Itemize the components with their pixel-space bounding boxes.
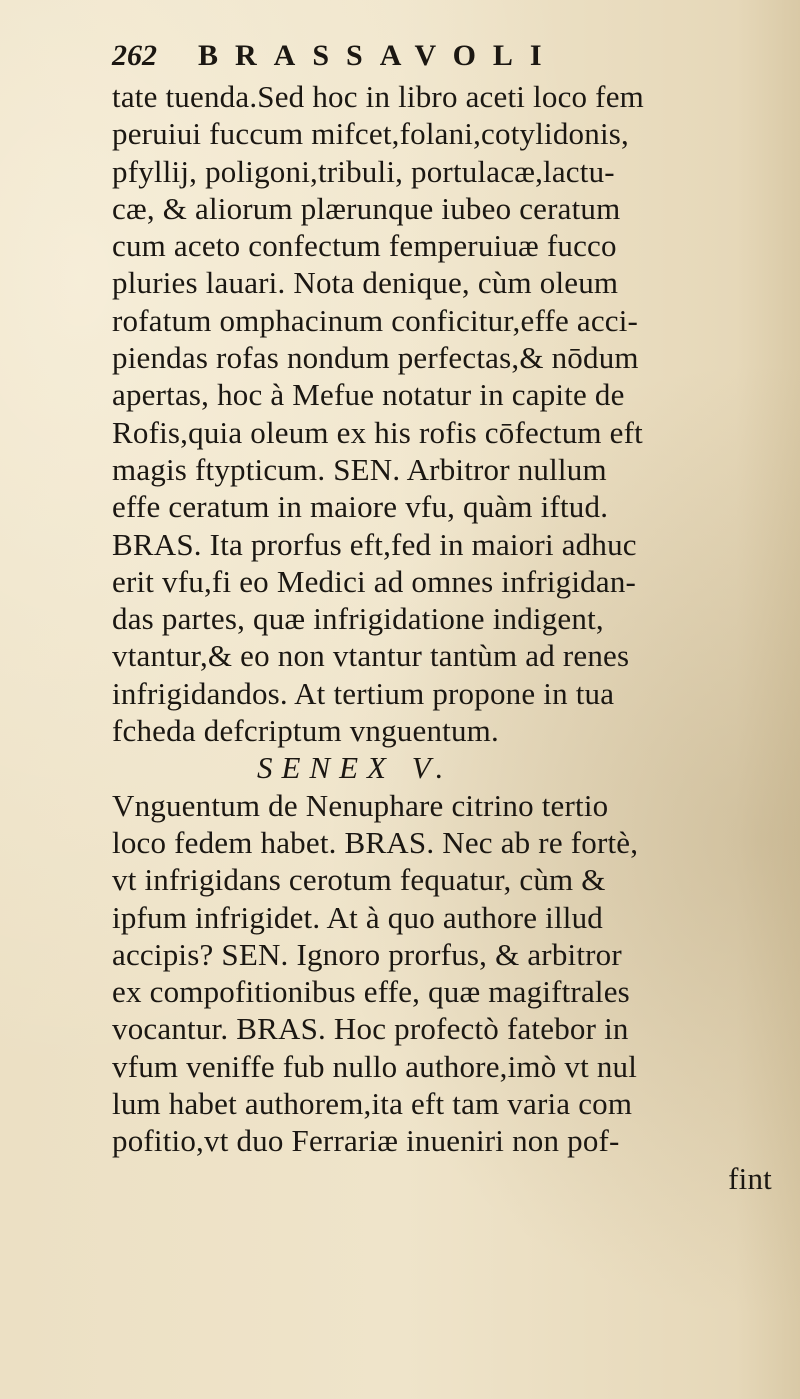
text-line: magis ftypticum. SEN. Arbitror nullum bbox=[112, 451, 607, 487]
text-line: Rofis,quia oleum ex his rofis cōfectum eft bbox=[112, 414, 643, 450]
text-line: Vnguentum de Nenuphare citrino tertio bbox=[112, 787, 609, 823]
text-line: piendas rofas nondum perfectas,& nōdum bbox=[112, 340, 639, 376]
text-line: lum habet authorem,ita eft tam varia com bbox=[112, 1086, 633, 1122]
text-line: fcheda defcriptum vnguentum. bbox=[112, 713, 499, 749]
text-line: cæ, & aliorum plærunque iubeo ceratum bbox=[112, 190, 621, 226]
page-number: 262 bbox=[112, 39, 157, 72]
text-line: apertas, hoc à Mefue notatur in capite de bbox=[112, 377, 625, 413]
catchword: fint bbox=[728, 1160, 772, 1196]
text-line: accipis? SEN. Ignoro prorfus, & arbitror bbox=[112, 936, 622, 972]
text-line: peruiui fuccum mifcet,folani,cotylidonis, bbox=[112, 116, 629, 152]
text-line: vfum veniffe fub nullo authore,imò vt nul bbox=[112, 1048, 638, 1084]
running-head: BRASSAVOLI bbox=[198, 39, 559, 72]
text-line: effe ceratum in maiore vfu, quàm iftud. bbox=[112, 489, 609, 525]
text-line: cum aceto confectum femperuiuæ fucco bbox=[112, 228, 617, 264]
text-line: BRAS. Ita prorfus eft,fed in maiori adhuc bbox=[112, 526, 637, 562]
text-line: das partes, quæ infrigidatione indigent, bbox=[112, 601, 604, 637]
text-line: erit vfu,fi eo Medici ad omnes infrigidan- bbox=[112, 563, 637, 599]
page-header bbox=[112, 36, 772, 76]
text-line: vocantur. BRAS. Hoc profectò fatebor in bbox=[112, 1011, 629, 1047]
text-line: loco fedem habet. BRAS. Nec ab re fortè, bbox=[112, 824, 639, 860]
text-line: ex compofitionibus effe, quæ magiftrales bbox=[112, 974, 630, 1010]
text-line: infrigidandos. At tertium propone in tua bbox=[112, 675, 615, 711]
text-line: pluries lauari. Nota denique, cùm oleum bbox=[112, 265, 619, 301]
body-text bbox=[112, 78, 772, 1197]
section-heading: SENEX V. bbox=[257, 750, 453, 786]
text-line: vt infrigidans cerotum fequatur, cùm & bbox=[112, 862, 606, 898]
text-line: ipfum infrigidet. At à quo authore illud bbox=[112, 899, 603, 935]
text-line: vtantur,& eo non vtantur tantùm ad renes bbox=[112, 638, 630, 674]
text-line: rofatum omphacinum conficitur,effe acci- bbox=[112, 302, 639, 338]
text-line: tate tuenda.Sed hoc in libro aceti loco fem bbox=[112, 79, 644, 114]
text-line: pofitio,vt duo Ferrariæ inueniri non pof- bbox=[112, 1123, 620, 1159]
text-line: pfyllij, poligoni,tribuli, portulacæ,lactu- bbox=[112, 153, 615, 189]
